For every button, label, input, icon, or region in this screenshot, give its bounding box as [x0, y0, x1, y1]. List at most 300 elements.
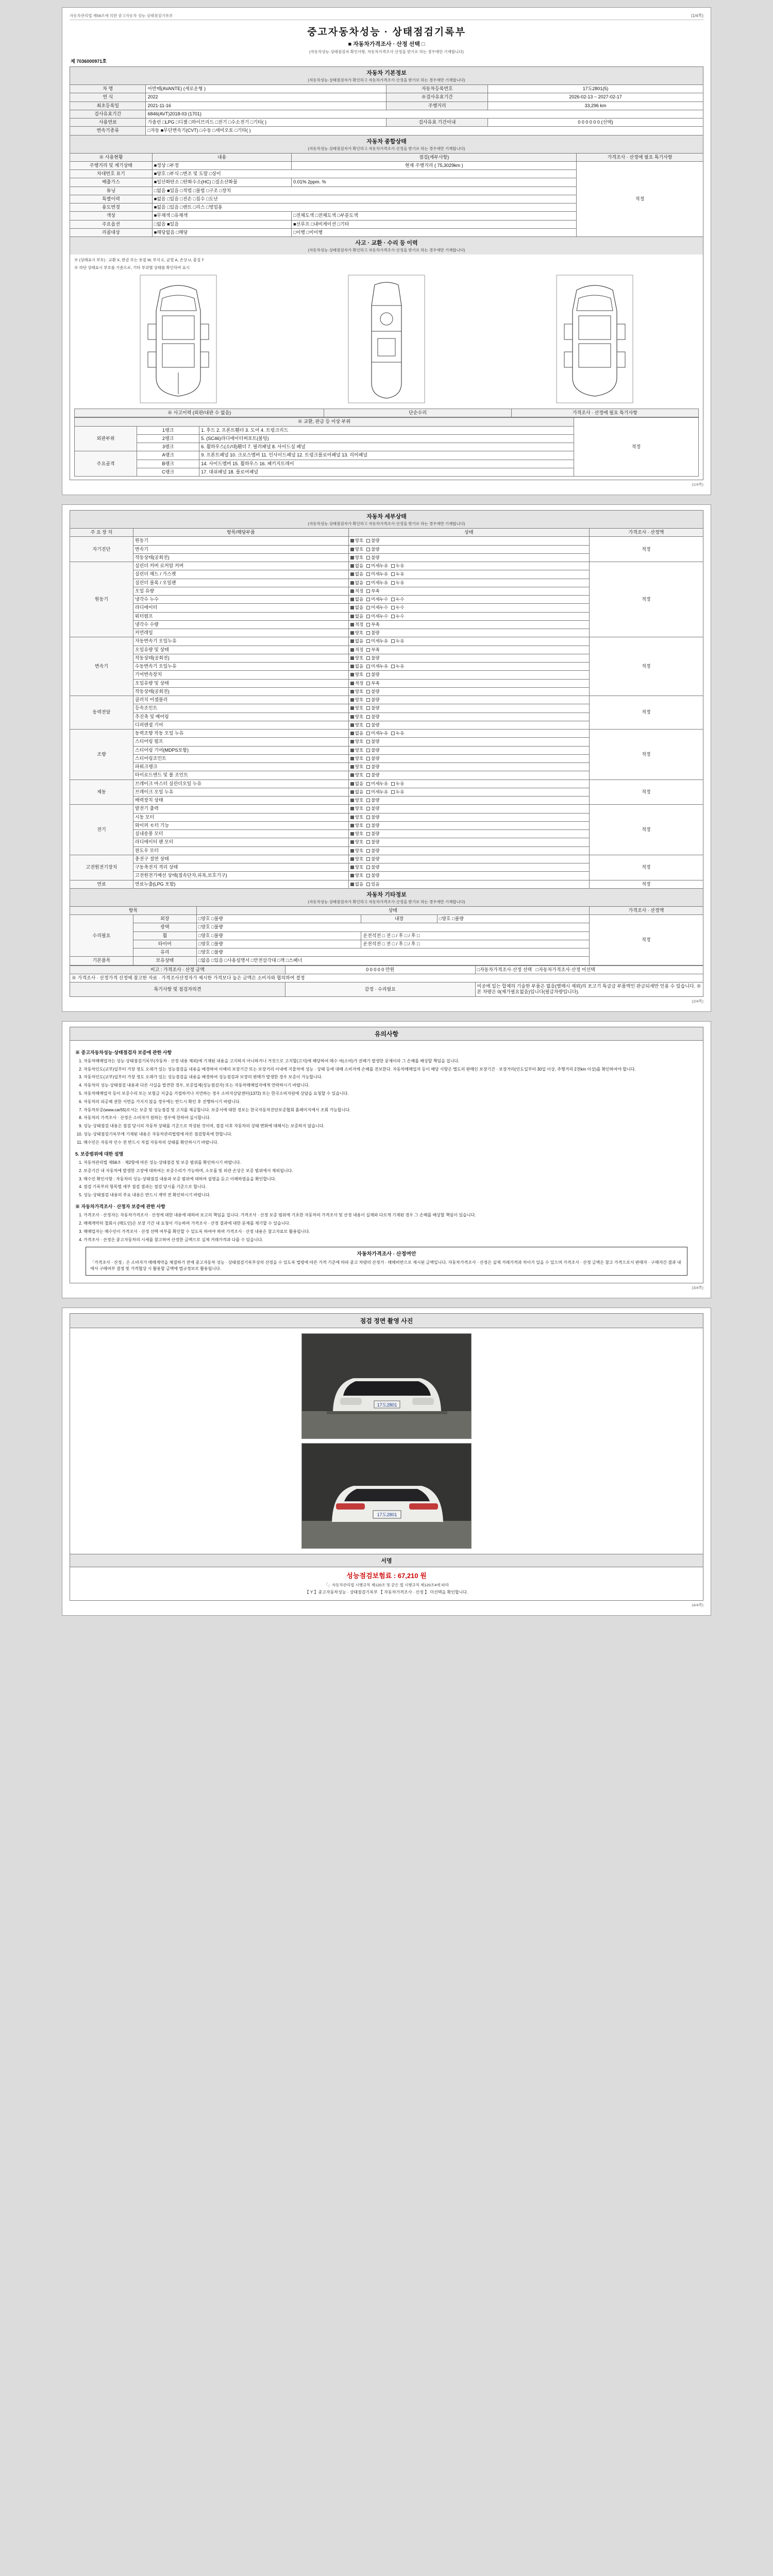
section-overall-note: (자동차성능·상태점검자가 확인하고 자동차가격조사·산정을 받기로 하는 경우에만 기재합니다): [308, 146, 465, 151]
page-1: [62, 7, 711, 495]
overall-row-6-state[interactable]: ■무채색 □유채색: [152, 212, 291, 220]
notice-item: 6. 자동차의 피공해 권한 서면을 가지지 않을 경우에는 반드시 확인 후 진행하시기 바랍니다.: [83, 1099, 698, 1106]
detail-item-state[interactable]: [348, 763, 589, 771]
checkbox-checked-icon: [350, 732, 354, 735]
checkbox-empty-icon: [366, 757, 370, 760]
other-row-2-state[interactable]: □양호 □불량: [196, 931, 361, 940]
overall-row-4-state[interactable]: ■없음 □있음 □전손 □침수 □도난: [152, 195, 576, 203]
overall-row-3-state[interactable]: □없음 ■있음 □적법 □불법 □구조 □장치: [152, 187, 576, 195]
notice-item: 3. 매수인 확인사항 : 자동차의 성능·상태점검 내용과 보증 범위에 대하여 설명을 듣고 이해하였음을 확인합니다.: [83, 1176, 698, 1183]
other-row-5-state[interactable]: □없음 □있음 □사용설명서 □안전삼각대 □잭 □스패너: [196, 957, 589, 965]
checkbox-option[interactable]: 불량: [366, 815, 379, 820]
checkbox-option[interactable]: 누유: [391, 789, 404, 795]
checkbox-option[interactable]: 양호: [350, 772, 363, 778]
checkbox-option[interactable]: 불량: [366, 823, 379, 828]
detail-group-8: 연료: [70, 880, 133, 888]
basic-label-year: 연 식: [70, 93, 146, 101]
accident-parts-0: 1. 후드 2. 프론트휀더 3. 도어 4. 트렁크리드: [199, 426, 574, 434]
basic-value-year: 2022: [146, 93, 386, 101]
checkbox-checked-icon: [350, 539, 354, 543]
checkbox-option[interactable]: 부족: [366, 622, 379, 628]
table-row: [70, 805, 703, 813]
basic-value-transmission[interactable]: □자동 ■무단변속기(CVT) □수동 □세미오토 □기타( ): [146, 127, 703, 135]
other-col-1: 상태: [196, 906, 589, 914]
checkbox-checked-icon: [350, 639, 354, 643]
checkbox-option[interactable]: 없음: [350, 580, 363, 586]
overall-row-5-state[interactable]: ■없음 □있음 □렌트 □리스 □영업용: [152, 204, 576, 212]
checkbox-option[interactable]: 양호: [350, 697, 363, 703]
table-row: [70, 982, 703, 997]
checkbox-option[interactable]: 불량: [366, 739, 379, 744]
section-overall-header: [70, 135, 703, 153]
detail-item-state[interactable]: [348, 545, 589, 553]
overall-row-7-detail[interactable]: ■선루프 □내비게이션 □기타: [292, 220, 577, 228]
accident-rank-3: A랭크: [137, 451, 199, 460]
detail-item-state[interactable]: [348, 846, 589, 855]
checkbox-option[interactable]: 없음: [350, 638, 363, 644]
detail-item-state[interactable]: [348, 604, 589, 612]
signature-foot-2: 【 Y 】중고자동차성능 · 상태점검기록부 【 자동차가격조사 · 산정 】 미선택을 확인합니다.: [305, 1589, 468, 1595]
checkbox-option[interactable]: 불량: [366, 714, 379, 720]
detail-item-state[interactable]: [348, 855, 589, 863]
checkbox-empty-icon: [366, 773, 370, 777]
checkbox-option[interactable]: 누유: [391, 731, 404, 736]
detail-item-state[interactable]: [348, 587, 589, 595]
table-header-row: [70, 529, 703, 537]
section-accident-title: 사고 · 교환 · 수리 등 이력: [355, 240, 418, 246]
price-check-selected[interactable]: □자동차가격조사·산정 선택: [477, 967, 532, 972]
checkbox-option[interactable]: 미세누수: [366, 597, 388, 602]
checkbox-option[interactable]: 양호: [350, 538, 363, 544]
section-detail-note: (자동차성능·상태점검자가 확인하고 자동차가격조사·산정을 받기로 하는 경우에만 기재합니다): [308, 521, 465, 526]
checkbox-checked-icon: [350, 581, 354, 585]
section-detail-title: 자동차 세부상태: [366, 514, 407, 520]
checkbox-option[interactable]: 양호: [350, 798, 363, 803]
section-other-title: 자동차 기타정보: [366, 891, 407, 898]
basic-value-firstreg: 2021-11-16: [146, 101, 386, 110]
notice-title: 유의사항: [70, 1027, 703, 1041]
checkbox-empty-icon: [366, 790, 370, 794]
notice-sec3-title: ※ 자동차가격조사 · 산정자 보증에 관한 사항: [75, 1204, 165, 1210]
detail-item-state[interactable]: [348, 730, 589, 738]
other-row-3-state[interactable]: □양호 □불량: [196, 940, 361, 948]
accident-legend-center: 단순수리: [324, 409, 511, 417]
checkbox-option[interactable]: 미세누유: [366, 664, 388, 669]
detail-item-state[interactable]: [348, 696, 589, 704]
declaration-box: [86, 1247, 687, 1276]
other-row-0-label2: 내장: [361, 915, 437, 923]
basic-value-within: 0 0 0 0 0 0 (선택): [488, 118, 703, 127]
checkbox-option[interactable]: 양호: [350, 815, 363, 820]
detail-item-label: 원동기: [133, 537, 348, 545]
basic-value-fuel[interactable]: 가솔린 □LPG □디젤 □하이브리드 □전기 □수소전기 □기타( ): [146, 118, 386, 127]
section-basic-note: (자동차성능·상태점검자가 확인하고 자동차가격조사·산정을 받기로 하는 경우에만 기재합니다): [308, 78, 465, 82]
page-2: [62, 504, 711, 1012]
checkbox-checked-icon: [350, 765, 354, 769]
checkbox-option[interactable]: 누유: [391, 571, 404, 577]
checkbox-checked-icon: [350, 615, 354, 618]
detail-item-state[interactable]: [348, 671, 589, 679]
checkbox-option[interactable]: 미세누유: [366, 638, 388, 644]
checkbox-option[interactable]: 불량: [366, 689, 379, 694]
checkbox-option[interactable]: 양호: [350, 756, 363, 761]
checkbox-checked-icon: [350, 648, 354, 652]
checkbox-option[interactable]: 미세누유: [366, 781, 388, 787]
checkbox-option[interactable]: 불량: [366, 672, 379, 677]
accident-rank-0: 1랭크: [137, 426, 199, 434]
other-row-1-state[interactable]: □양호 □불량: [196, 923, 589, 931]
checkbox-option[interactable]: 미세누유: [366, 580, 388, 586]
detail-item-state[interactable]: [348, 788, 589, 796]
basic-label-inspection: ※검사유효기간: [386, 93, 488, 101]
checkbox-checked-icon: [350, 749, 354, 752]
other-row-3-state2[interactable]: 운전석전 □ 전 □ / 후 □ / 후 □: [361, 940, 589, 948]
checkbox-option[interactable]: 미세누유: [366, 563, 388, 569]
checkbox-checked-icon: [350, 548, 354, 551]
checkbox-option[interactable]: 없음: [350, 563, 363, 569]
checkbox-option[interactable]: 적정: [350, 647, 363, 653]
checkbox-option[interactable]: 누수: [391, 614, 404, 619]
checkbox-option[interactable]: 불량: [366, 798, 379, 803]
detail-item-state[interactable]: [348, 872, 589, 880]
accident-group-outer: 외판부위: [75, 426, 137, 451]
table-row: [70, 161, 703, 170]
checkbox-option[interactable]: 없음: [350, 614, 363, 619]
checkbox-option[interactable]: 양호: [350, 823, 363, 828]
checkbox-checked-icon: [350, 706, 354, 710]
detail-item-label: 수동변속기 오일누유: [133, 663, 348, 671]
detail-item-state[interactable]: [348, 880, 589, 888]
checkbox-option[interactable]: 불량: [366, 839, 379, 845]
detail-group-1: 원동기: [70, 562, 133, 637]
checkbox-empty-icon: [366, 732, 370, 735]
detail-item-label: 충전구 절연 상태: [133, 855, 348, 863]
section-other-note: (자동차성능·상태점검자가 확인하고 자동차가격조사·산정을 받기로 하는 경우에만 기재합니다): [308, 899, 465, 904]
checkbox-checked-icon: [350, 698, 354, 702]
detail-item-state[interactable]: [348, 779, 589, 788]
checkbox-option[interactable]: 미세누유: [366, 571, 388, 577]
detail-item-state[interactable]: [348, 654, 589, 662]
overall-row-7-key: 주요옵션: [70, 220, 153, 228]
detail-item-state[interactable]: [348, 738, 589, 746]
checkbox-option[interactable]: 양호: [350, 672, 363, 677]
checkbox-option[interactable]: 양호: [350, 722, 363, 728]
detail-item-label: 브레이크 마스터 실린더오일 누유: [133, 779, 348, 788]
checkbox-option[interactable]: 누수: [391, 597, 404, 602]
basic-value-inspection: 2026-02-13 ~ 2027-02-17: [488, 93, 703, 101]
checkbox-option[interactable]: 없음: [350, 605, 363, 611]
notice-item: 4. 자동차의 성능·상태점검 내용과 다른 사실을 발견한 경우, 보증업체(성능점검자) 또는 자동차매매업자에게 연락하시기 바랍니다.: [83, 1082, 698, 1089]
overall-row-8-state[interactable]: ■해당없음 □해당: [152, 228, 291, 236]
checkbox-option[interactable]: 누유: [391, 781, 404, 787]
checkbox-option[interactable]: 없음: [350, 597, 363, 602]
checkbox-option[interactable]: 양호: [350, 739, 363, 744]
checkbox-option[interactable]: 양호: [350, 831, 363, 837]
checkbox-option[interactable]: 양호: [350, 873, 363, 878]
table-row: [70, 915, 703, 923]
car-diagram-row: [74, 273, 699, 406]
checkbox-option[interactable]: 없음: [350, 731, 363, 736]
checkbox-checked-icon: [350, 682, 354, 685]
checkbox-option[interactable]: 누수: [391, 605, 404, 611]
detail-item-label: 실린더 커버 로커암 커버: [133, 562, 348, 570]
detail-group-price: 적정: [589, 730, 703, 780]
signature-foot-1: 「」자동차관리법 시행규칙 제120조 및 같은 법 시행규칙 제120조4에 따라: [324, 1582, 449, 1587]
detail-item-state[interactable]: [348, 830, 589, 838]
detail-col-1: 항목/해당부품: [133, 529, 348, 537]
checkbox-option[interactable]: 누유: [391, 664, 404, 669]
price-check-unselected[interactable]: □자동차가격조사·산정 미선택: [535, 967, 595, 972]
checkbox-option[interactable]: 불량: [366, 555, 379, 561]
other-row-0-state[interactable]: □양호 □불량: [196, 915, 361, 923]
checkbox-option[interactable]: 불량: [366, 722, 379, 728]
detail-item-state[interactable]: [348, 821, 589, 829]
rear-car-photo-icon: [302, 1444, 472, 1549]
detail-item-state[interactable]: [348, 612, 589, 620]
detail-item-state[interactable]: [348, 721, 589, 729]
overall-row-0-key: 주행거리 및 계기상태: [70, 161, 153, 170]
detail-group-2: 변속기: [70, 637, 133, 696]
detail-item-state[interactable]: [348, 663, 589, 671]
checkbox-checked-icon: [350, 631, 354, 635]
checkbox-checked-icon: [350, 849, 354, 853]
detail-item-label: 추진축 및 베어링: [133, 713, 348, 721]
checkbox-empty-icon: [366, 816, 370, 819]
overall-row-1-state[interactable]: ■양호 □부식 □변조 및 도말 □상이: [152, 170, 576, 178]
checkbox-option[interactable]: 불량: [366, 831, 379, 837]
detail-item-state[interactable]: [348, 553, 589, 562]
detail-item-state[interactable]: [348, 863, 589, 872]
checkbox-option[interactable]: 있음: [366, 882, 379, 887]
checkbox-empty-icon: [391, 564, 395, 568]
checkbox-option[interactable]: 적정: [350, 681, 363, 686]
detail-item-label: 실린더 블록 / 오일팬: [133, 579, 348, 587]
checkbox-option[interactable]: 불량: [366, 856, 379, 862]
overall-row-2-detail: 0.01% 2ppm. %: [292, 178, 577, 187]
detail-item-state[interactable]: [348, 620, 589, 629]
detail-group-price: 적정: [589, 562, 703, 637]
detail-item-state[interactable]: [348, 713, 589, 721]
checkbox-option[interactable]: 없음: [350, 781, 363, 787]
checkbox-empty-icon: [366, 564, 370, 568]
checkbox-option[interactable]: 없음: [350, 571, 363, 577]
checkbox-option[interactable]: 양호: [350, 856, 363, 862]
checkbox-option[interactable]: 불량: [366, 806, 379, 811]
checkbox-option[interactable]: 불량: [366, 748, 379, 753]
detail-item-state[interactable]: [348, 579, 589, 587]
checkbox-checked-icon: [350, 564, 354, 568]
special-body: 비공에 있는 합체의 기술한 부품은 없음(별매시 제외)의 포고기 특급급 부품역인 판금되세만 인용 수 있습니다. ※ 본 차량은 0(제가필요없음)입니다(필급차량입니다).: [475, 982, 703, 997]
checkbox-option[interactable]: 불량: [366, 865, 379, 870]
page-4-footer: (4/4쪽): [692, 1602, 703, 1607]
inspection-fee: 성능점검보험료 : 67,210 원: [346, 1571, 427, 1580]
checkbox-empty-icon: [391, 598, 395, 601]
overall-col-1: 내용: [152, 153, 291, 161]
detail-item-state[interactable]: [348, 637, 589, 646]
checkbox-option[interactable]: 누유: [391, 563, 404, 569]
overall-row-2-key: 배출가스: [70, 178, 153, 187]
checkbox-option[interactable]: 불량: [366, 848, 379, 854]
checkbox-option[interactable]: 양호: [350, 714, 363, 720]
other-row-4-state[interactable]: □양호 □불량: [196, 948, 589, 957]
photo-rear: [301, 1443, 472, 1549]
checkbox-option[interactable]: 양호: [350, 547, 363, 552]
overall-price-note: 적정: [577, 161, 703, 236]
notice-item: 7. 자동차보증(www.car55)로서는 보증 및 성능점검 및 고지를 제공합니다. 보증서에 대한 정보는 한국자동차진단보증협회 홈페이지에서 조회 가능합니다.: [83, 1107, 698, 1114]
other-row-0-state2[interactable]: □양호 □불량: [437, 915, 589, 923]
checkbox-empty-icon: [366, 857, 370, 861]
overall-row-6-detail[interactable]: □전체도색 □전체도색 □부분도색: [292, 212, 577, 220]
overall-row-2-state[interactable]: ■일산화탄소 □탄화수소(HC) □질소산화물: [152, 178, 291, 187]
checkbox-empty-icon: [366, 740, 370, 743]
accident-parts-head: ※ 교환, 판금 등 이상 부위: [75, 418, 574, 426]
checkbox-checked-icon: [350, 883, 354, 886]
checkbox-option[interactable]: 양호: [350, 848, 363, 854]
checkbox-empty-icon: [366, 690, 370, 693]
checkbox-empty-icon: [366, 581, 370, 585]
checkbox-option[interactable]: 미세누유: [366, 731, 388, 736]
price-summary-table: [70, 965, 703, 997]
detail-item-label: 구동축전지 격리 상태: [133, 863, 348, 872]
checkbox-option[interactable]: 불량: [366, 547, 379, 552]
checkbox-option[interactable]: 불량: [366, 764, 379, 770]
checkbox-checked-icon: [350, 799, 354, 802]
checkbox-option[interactable]: 양호: [350, 630, 363, 636]
checkbox-option[interactable]: 없음: [350, 882, 363, 887]
checkbox-option[interactable]: 불량: [366, 630, 379, 636]
checkbox-option[interactable]: 없음: [350, 664, 363, 669]
checkbox-option[interactable]: 양호: [350, 655, 363, 661]
checkbox-checked-icon: [350, 832, 354, 836]
detail-item-label: 자동변속기 오일누유: [133, 637, 348, 646]
detail-item-state[interactable]: [348, 754, 589, 762]
checkbox-option[interactable]: 미세누유: [366, 789, 388, 795]
detail-item-label: 냉각수 수량: [133, 620, 348, 629]
checkbox-checked-icon: [350, 556, 354, 560]
overall-row-0-state[interactable]: ■정상 □부정: [152, 161, 291, 170]
detail-item-state[interactable]: [348, 838, 589, 846]
checkbox-option[interactable]: 부족: [366, 588, 379, 594]
checkbox-option[interactable]: 불량: [366, 655, 379, 661]
notice-item: 8. 자동차의 가격조사 · 산정은 소비자가 원하는 경우에 한하여 실시합니다.: [83, 1115, 698, 1122]
checkbox-empty-icon: [366, 840, 370, 844]
checkbox-option[interactable]: 불량: [366, 697, 379, 703]
section-other-header: [70, 889, 703, 906]
checkbox-empty-icon: [366, 631, 370, 635]
checkbox-empty-icon: [366, 572, 370, 576]
other-row-2-state2[interactable]: 운전석전 □ 전 □ / 후 □ / 후 □: [361, 931, 589, 940]
detail-item-state[interactable]: [348, 570, 589, 579]
checkbox-option[interactable]: 불량: [366, 705, 379, 711]
checkbox-option[interactable]: 부족: [366, 681, 379, 686]
checkbox-empty-icon: [366, 548, 370, 551]
checkbox-empty-icon: [366, 656, 370, 660]
checkbox-empty-icon: [391, 615, 395, 618]
detail-item-state[interactable]: [348, 596, 589, 604]
table-row: [70, 696, 703, 704]
checkbox-empty-icon: [391, 790, 395, 794]
checkbox-option[interactable]: 양호: [350, 555, 363, 561]
checkbox-empty-icon: [391, 581, 395, 585]
checkbox-option[interactable]: 누유: [391, 638, 404, 644]
detail-item-state[interactable]: [348, 746, 589, 754]
checkbox-option[interactable]: 불량: [366, 772, 379, 778]
notice-item: 2. 매매계약의 철회시 (매도인)은 보장 기간 내 요청이 가능하며 가격조사 · 산정 결과에 대한 문제를 제기할 수 있습니다.: [83, 1221, 698, 1227]
notice-list-3: [75, 1212, 698, 1243]
notice-item: 9. 성능·상태점검 내용은 점검 당시의 자동차 상태를 기준으로 작성된 것이며, 점검 이후 자동차의 상태 변화에 대해서는 보증하지 않습니다.: [83, 1123, 698, 1130]
detail-item-state[interactable]: [348, 704, 589, 713]
checkbox-option[interactable]: 부족: [366, 647, 379, 653]
detail-item-state[interactable]: [348, 537, 589, 545]
checkbox-option[interactable]: 없음: [350, 789, 363, 795]
checkbox-option[interactable]: 불량: [366, 873, 379, 878]
checkbox-option[interactable]: 적정: [350, 588, 363, 594]
other-group-basic: 기본품목: [70, 957, 133, 965]
detail-item-label: 등속조인트: [133, 704, 348, 713]
overall-row-7-state[interactable]: □없음 ■있음: [152, 220, 291, 228]
checkbox-option[interactable]: 양호: [350, 865, 363, 870]
checkbox-option[interactable]: 양호: [350, 806, 363, 811]
detail-item-state[interactable]: [348, 629, 589, 637]
checkbox-option[interactable]: 양호: [350, 705, 363, 711]
notice-item: 1. 자동차매매업자는 성능·상태점검기록부(자동차 · 산정 내용 제외)에 기재된 내용을 고지하지 아니하거나 거짓으로 고지할(고지)에 해당하여 매수 여(소비)가 권해기 발생한 문제이라 그 손해를 배상할 책임을 집니다.: [83, 1058, 698, 1065]
detail-item-state[interactable]: [348, 646, 589, 654]
detail-item-state[interactable]: [348, 796, 589, 805]
checkbox-option[interactable]: 미세누수: [366, 605, 388, 611]
table-row: [70, 974, 703, 982]
checkbox-option[interactable]: 미세누수: [366, 614, 388, 619]
notice-sec2-title: 5. 보증범위에 대한 설명: [75, 1151, 124, 1157]
checkbox-option[interactable]: 불량: [366, 538, 379, 544]
checkbox-empty-icon: [366, 673, 370, 676]
checkbox-empty-icon: [366, 556, 370, 560]
detail-group-price: 적정: [589, 855, 703, 880]
checkbox-option[interactable]: 양호: [350, 839, 363, 845]
detail-item-state[interactable]: [348, 771, 589, 779]
page-title-note: (자동차성능·상태점검자 확인사항, 자동차가격조사·산정을 받기로 하는 경우에만 기재합니다): [309, 49, 464, 54]
checkbox-option[interactable]: 누유: [391, 580, 404, 586]
detail-item-state[interactable]: [348, 805, 589, 813]
detail-item-state[interactable]: [348, 562, 589, 570]
other-col-2: 가격조사 · 산정액: [589, 906, 703, 914]
detail-item-label: 실내송풍 모터: [133, 830, 348, 838]
detail-item-state[interactable]: [348, 679, 589, 687]
page-2-footer: (2/4쪽): [692, 998, 703, 1004]
detail-item-state[interactable]: [348, 813, 589, 821]
checkbox-option[interactable]: 양호: [350, 748, 363, 753]
checkbox-option[interactable]: 양호: [350, 764, 363, 770]
detail-item-state[interactable]: [348, 687, 589, 696]
table-row: [70, 562, 703, 570]
checkbox-checked-icon: [350, 723, 354, 727]
checkbox-option[interactable]: 적정: [350, 622, 363, 628]
photos-container: [70, 1328, 703, 1554]
price-summary-checks[interactable]: [475, 965, 703, 974]
overall-row-8-detail[interactable]: □이행 □미이행: [292, 228, 577, 236]
checkbox-checked-icon: [350, 656, 354, 660]
checkbox-option[interactable]: 양호: [350, 689, 363, 694]
price-summary-note: ※ 가격조사 · 산정가격 선정에 참고한 자료 · 가격조사산정자가 제시한 가격보다 높은 금액은 소비자와 협의하여 결정: [70, 974, 703, 982]
checkbox-option[interactable]: 불량: [366, 756, 379, 761]
notice-item: 5. 성능·상태점검 내용의 주요 내용은 반드시 계약 전 확인하시기 바랍니다.: [83, 1192, 698, 1199]
detail-item-label: 고전원전기배선 상태(접속단자,피복,보호기구): [133, 872, 348, 880]
detail-item-label: 디퍼렌셜 기어: [133, 721, 348, 729]
checkbox-checked-icon: [350, 673, 354, 676]
basic-value-mileage: 33,296 km: [488, 101, 703, 110]
accident-parts-2: 6. 휠하우스(소/대)휀더 7. 필러패널 8. 사이드실 패널: [199, 443, 574, 451]
detail-item-label: 오일유량 및 상태: [133, 679, 348, 687]
section-basic-title: 자동차 기본정보: [366, 70, 407, 76]
